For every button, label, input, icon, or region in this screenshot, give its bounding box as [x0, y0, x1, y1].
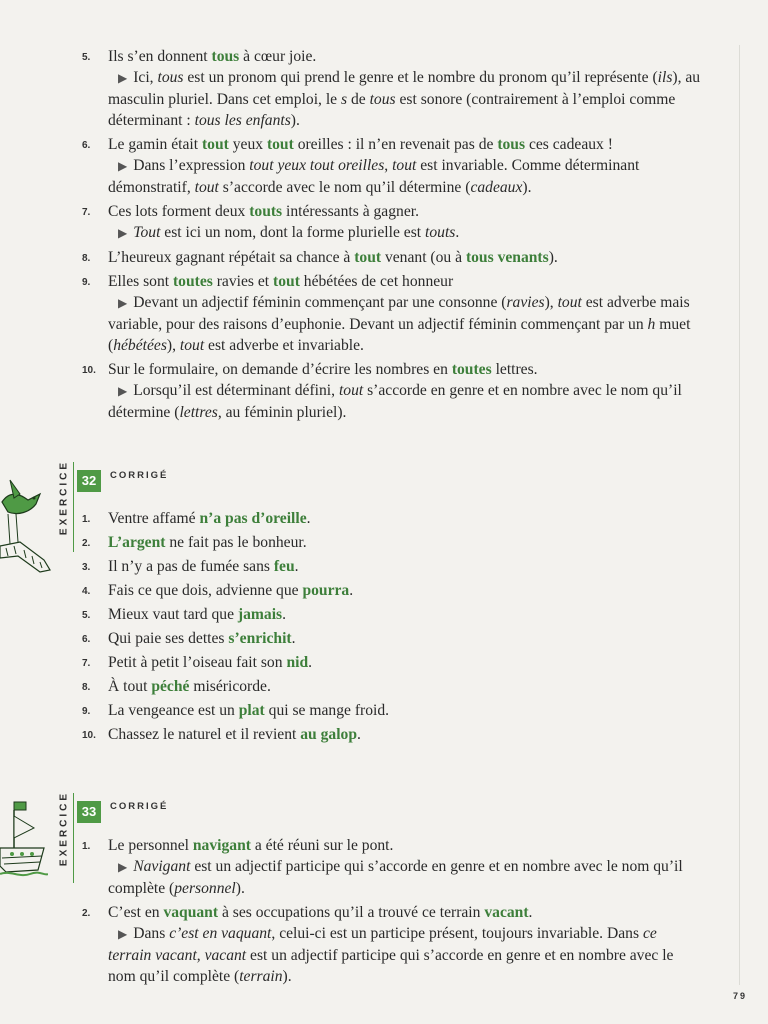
item-sentence: [108, 249, 558, 266]
text-run: Sur le formulaire, on demande d’écrire les nombres en: [108, 361, 452, 378]
item-number: 2.: [82, 908, 91, 919]
italic-term: tout: [179, 337, 205, 354]
item-number: 5.: [82, 610, 91, 621]
item-sentence: [108, 534, 307, 551]
note-arrow-icon: ▶: [118, 159, 128, 173]
italic-term: ce terrain vacant: [108, 925, 657, 964]
text-run: de: [347, 91, 370, 108]
italic-term: lettres: [179, 404, 218, 421]
highlighted-answer: plat: [238, 702, 265, 719]
item-number: 3.: [82, 562, 91, 573]
item-sentence: [108, 606, 286, 623]
text-run: est ici un nom, dont la forme plurielle est: [160, 224, 426, 241]
highlighted-answer: péché: [151, 678, 190, 695]
text-run: à cœur joie.: [239, 48, 317, 65]
text-run: .: [294, 558, 299, 575]
text-run: À tout: [108, 678, 152, 695]
item-number: 1.: [82, 514, 91, 525]
italic-term: hébétées: [113, 337, 167, 354]
italic-term: tous: [369, 91, 396, 108]
item-sentence: [108, 702, 389, 719]
item-number: 10.: [82, 365, 96, 376]
exercise-33-label: EXERCICE: [58, 790, 70, 867]
text-run: ).: [548, 249, 558, 266]
italic-term: tout: [392, 157, 417, 174]
exercise-32-list: [82, 508, 702, 748]
highlighted-answer: touts: [249, 203, 283, 220]
highlighted-answer: tous venants: [465, 249, 549, 266]
list-item: [82, 247, 702, 268]
item-sentence: [108, 136, 613, 153]
highlighted-answer: toutes: [172, 273, 213, 290]
text-run: muet (: [108, 316, 691, 354]
text-run: , celui-ci est un participe présent, toujours invariable. Dans: [271, 925, 643, 942]
text-run: C’est en: [108, 904, 164, 921]
list-item: [82, 201, 702, 244]
page-number: 79: [733, 991, 748, 1001]
highlighted-answer: toutes: [451, 361, 492, 378]
exercise-32-number: 32: [77, 470, 101, 492]
item-number: 9.: [82, 277, 91, 288]
item-number: 8.: [82, 682, 91, 693]
italic-term: ravies: [506, 294, 545, 311]
list-item: [82, 271, 702, 356]
text-run: Dans l’expression: [133, 157, 250, 174]
text-run: Ils s’en donnent: [108, 48, 212, 65]
text-run: intéressants à gagner.: [282, 203, 419, 220]
item-sentence: [108, 361, 538, 378]
text-run: Ces lots forment deux: [108, 203, 250, 220]
item-explanation: [108, 380, 702, 423]
text-run: .: [291, 630, 296, 647]
bird-on-branch-illustration-icon: [0, 472, 52, 580]
list-item: [82, 724, 702, 745]
italic-term: Tout: [133, 224, 161, 241]
highlighted-answer: tout: [201, 136, 229, 153]
text-run: à ses occupations qu’il a trouvé ce terrain: [218, 904, 485, 921]
item-sentence: [108, 837, 393, 854]
exercise-33-heading: CORRIGÉ: [110, 801, 169, 812]
text-run: yeux: [228, 136, 267, 153]
text-run: ),: [544, 294, 558, 311]
item-sentence: [108, 48, 316, 65]
item-sentence: [108, 203, 419, 220]
text-run: est sonore (contrairement à l’emploi comme déterminant :: [108, 91, 676, 129]
note-arrow-icon: ▶: [118, 927, 128, 941]
text-run: Ici,: [133, 69, 158, 86]
highlighted-answer: tous: [497, 136, 526, 153]
list-item: [82, 700, 702, 721]
note-arrow-icon: ▶: [118, 860, 128, 874]
text-run: Le gamin était: [108, 136, 202, 153]
highlighted-answer: n’a pas d’oreille: [199, 510, 307, 527]
margin-rule: [739, 45, 740, 985]
italic-term: personnel: [174, 880, 236, 897]
highlighted-answer: tout: [354, 249, 382, 266]
italic-term: terrain: [239, 968, 283, 985]
text-run: La vengeance est un: [108, 702, 239, 719]
text-run: ).: [522, 179, 532, 196]
exercise-33-number: 33: [77, 801, 101, 823]
item-sentence: [108, 510, 311, 527]
italic-term: cadeaux: [470, 179, 523, 196]
exercise-32-heading: CORRIGÉ: [110, 470, 169, 481]
text-run: Petit à petit l’oiseau fait son: [108, 654, 287, 671]
italic-term: tout: [338, 382, 364, 399]
text-run: .: [306, 510, 311, 527]
text-run: Elles sont: [108, 273, 173, 290]
text-run: lettres.: [491, 361, 538, 378]
text-run: ces cadeaux !: [525, 136, 613, 153]
item-number: 7.: [82, 207, 91, 218]
text-run: .: [528, 904, 533, 921]
text-run: est invariable. Comme déterminant démonstratif,: [108, 157, 640, 196]
text-run: Le personnel: [108, 837, 193, 854]
text-run: ),: [166, 337, 180, 354]
text-run: .: [349, 582, 354, 599]
highlighted-answer: feu: [273, 558, 295, 575]
italic-term: c’est en vaquant: [169, 925, 272, 942]
list-item: [82, 359, 702, 423]
item-explanation: [108, 923, 702, 987]
italic-term: tous: [157, 69, 184, 86]
item-number: 1.: [82, 841, 91, 852]
list-item: [82, 508, 702, 529]
item-sentence: [108, 273, 453, 290]
text-run: ).: [235, 880, 245, 897]
item-number: 6.: [82, 634, 91, 645]
text-run: miséricorde.: [189, 678, 271, 695]
text-run: ravies et: [212, 273, 274, 290]
item-number: 5.: [82, 52, 91, 63]
exercise-32-label: EXERCICE: [58, 459, 70, 536]
list-item: [82, 676, 702, 697]
text-run: ,: [384, 157, 393, 174]
sailing-ship-illustration-icon: [0, 798, 48, 882]
text-run: , au féminin pluriel).: [217, 404, 347, 421]
item-sentence: [108, 558, 299, 575]
item-explanation: [108, 155, 702, 198]
note-arrow-icon: ▶: [118, 71, 128, 85]
list-item: [82, 46, 702, 131]
item-sentence: [108, 904, 532, 921]
text-run: s’accorde en genre et en nombre avec le nom qu’il détermine (: [108, 382, 682, 421]
text-run: .: [455, 224, 460, 241]
text-run: est un adjectif participe qui s’accorde en genre et en nombre avec le nom qu’il complète (: [108, 858, 683, 897]
text-run: Qui paie ses dettes: [108, 630, 229, 647]
text-run: venant (ou à: [381, 249, 466, 266]
list-item: [82, 532, 702, 553]
item-number: 6.: [82, 140, 91, 151]
list-item: [82, 628, 702, 649]
italic-term: touts: [425, 224, 456, 241]
highlighted-answer: au galop: [300, 726, 358, 743]
text-run: a été réuni sur le pont.: [250, 837, 394, 854]
text-run: Dans: [133, 925, 170, 942]
item-explanation: [108, 292, 702, 356]
text-run: s’accorde avec le nom qu’il détermine (: [218, 179, 471, 196]
item-number: 4.: [82, 586, 91, 597]
list-item: [82, 580, 702, 601]
text-run: oreilles : il n’en revenait pas de: [293, 136, 498, 153]
italic-term: tous les enfants: [194, 112, 291, 129]
highlighted-answer: navigant: [192, 837, 251, 854]
text-run: Ventre affamé: [108, 510, 200, 527]
text-run: Mieux vaut tard que: [108, 606, 238, 623]
highlighted-answer: jamais: [237, 606, 283, 623]
text-run: est adverbe mais variable, pour des raisons d’euphonie. Devant un adjectif féminin commençant par un: [108, 294, 690, 333]
text-run: .: [308, 654, 313, 671]
highlighted-answer: s’enrichit: [228, 630, 292, 647]
item-number: 10.: [82, 730, 96, 741]
italic-term: vacant: [204, 947, 247, 964]
highlighted-answer: L’argent: [108, 534, 166, 551]
item-number: 8.: [82, 253, 91, 264]
note-arrow-icon: ▶: [118, 226, 128, 240]
item-number: 9.: [82, 706, 91, 717]
italic-term: ils: [657, 69, 673, 86]
text-run: Fais ce que dois, advienne que: [108, 582, 303, 599]
text-run: qui se mange froid.: [264, 702, 390, 719]
item-sentence: [108, 582, 353, 599]
text-run: est adverbe et invariable.: [204, 337, 364, 354]
text-run: est un pronom qui prend le genre et le nombre du pronom qu’il représente (: [183, 69, 658, 86]
list-item: [82, 556, 702, 577]
item-explanation: [108, 856, 702, 899]
note-arrow-icon: ▶: [118, 296, 128, 310]
text-run: .: [357, 726, 361, 743]
item-explanation: [108, 67, 702, 131]
text-run: ne fait pas le bonheur.: [165, 534, 307, 551]
italic-term: tout: [194, 179, 219, 196]
highlighted-answer: nid: [286, 654, 309, 671]
list-item: [82, 835, 702, 899]
section1-list: [82, 46, 702, 426]
item-sentence: [108, 726, 361, 743]
item-sentence: [108, 630, 296, 647]
italic-term: h: [647, 316, 656, 333]
highlighted-answer: tous: [211, 48, 240, 65]
list-item: [82, 902, 702, 987]
italic-term: s: [340, 91, 348, 108]
text-run: est un adjectif participe qui s’accorde en genre et en nombre avec le nom qu’il complète (: [108, 947, 674, 985]
highlighted-answer: vacant: [484, 904, 529, 921]
text-run: ).: [290, 112, 300, 129]
item-explanation: [108, 222, 702, 244]
highlighted-answer: vaquant: [163, 904, 219, 921]
text-run: L’heureux gagnant répétait sa chance à: [108, 249, 355, 266]
item-sentence: [108, 678, 271, 695]
list-item: [82, 652, 702, 673]
item-sentence: [108, 654, 312, 671]
italic-term: Navigant: [133, 858, 191, 875]
highlighted-answer: tout: [266, 136, 294, 153]
text-run: Il n’y a pas de fumée sans: [108, 558, 274, 575]
list-item: [82, 604, 702, 625]
exercise-32-rule: [73, 462, 74, 552]
note-arrow-icon: ▶: [118, 384, 128, 398]
text-run: Lorsqu’il est déterminant défini,: [133, 382, 339, 399]
highlighted-answer: pourra: [302, 582, 350, 599]
text-run: ), au masculin pluriel. Dans cet emploi, le: [108, 69, 701, 108]
text-run: ,: [196, 947, 205, 964]
list-item: [82, 134, 702, 198]
item-number: 2.: [82, 538, 91, 549]
text-run: Devant un adjectif féminin commençant par une consonne (: [133, 294, 507, 311]
exercise-33-list: [82, 835, 702, 990]
item-number: 7.: [82, 658, 91, 669]
italic-term: tout yeux tout oreilles: [249, 157, 385, 174]
text-run: Chassez le naturel et il revient: [108, 726, 301, 743]
highlighted-answer: tout: [273, 273, 300, 290]
exercise-33-rule: [73, 793, 74, 883]
text-run: hébétées de cet honneur: [299, 273, 454, 290]
italic-term: tout: [557, 294, 582, 311]
text-run: .: [282, 606, 287, 623]
text-run: ).: [282, 968, 292, 985]
